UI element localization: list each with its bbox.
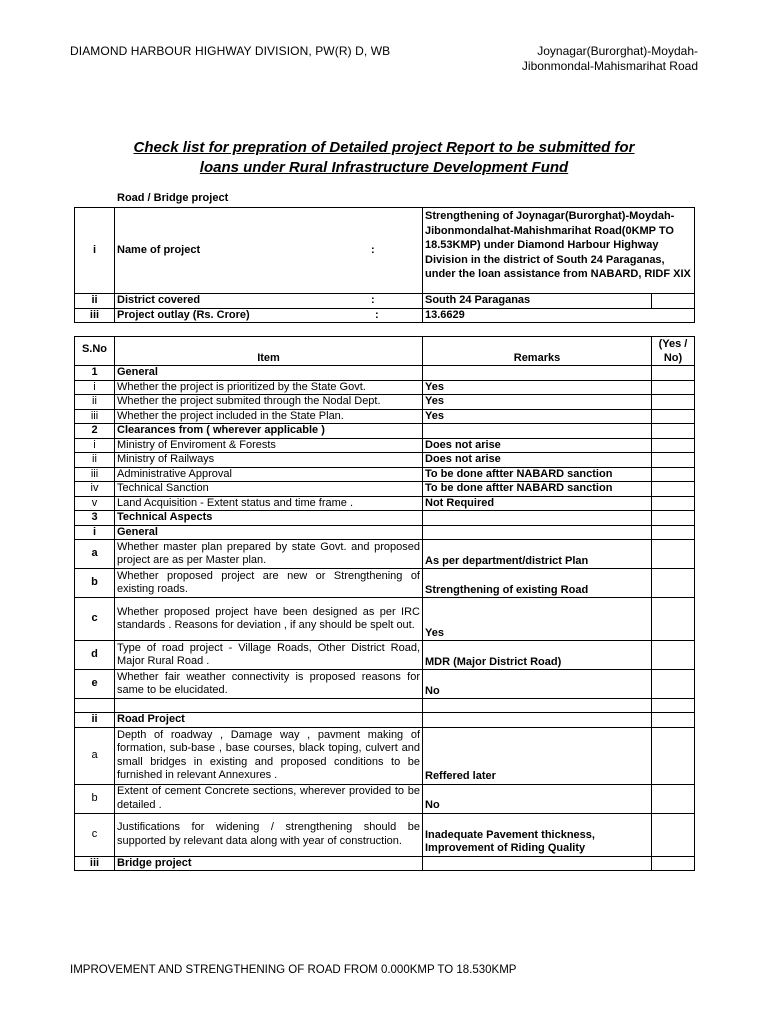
yesno-cell [652,699,695,713]
remarks-text: Yes [423,598,652,641]
row-number: d [75,641,115,670]
row-number: i [75,208,115,294]
colon: : [375,308,379,321]
item-header: Item [115,337,423,366]
table-row [75,467,695,482]
yesno-cell [652,496,695,511]
table-row [75,453,695,468]
remarks-text: To be done aftter NABARD sanction [423,467,652,482]
remarks-text: Does not arise [423,453,652,468]
row-number: c [75,598,115,641]
table-row [75,670,695,699]
item-text: Technical Sanction [115,482,423,497]
project-name-label [115,208,423,294]
row-number: b [75,569,115,598]
item-text: Whether master plan prepared by state Govt. and proposed project are as per Master plan. [115,540,423,569]
remarks-text: No [423,670,652,699]
row-number: c [75,813,115,856]
row-number: ii [75,713,115,728]
yesno-cell [652,598,695,641]
item-text: General [115,525,423,540]
yesno-cell [652,409,695,424]
item-text: Whether fair weather connectivity is proposed reasons for same to be elucidated. [115,670,423,699]
row-number: e [75,670,115,699]
table-row [75,409,695,424]
item-label: Project outlay (Rs. Crore) [117,308,250,321]
table-row [75,525,695,540]
table-row [75,482,695,497]
remarks-text [423,424,652,439]
row-number: a [75,540,115,569]
yesno-cell [652,727,695,784]
yesno-cell [652,525,695,540]
table-row [75,727,695,784]
remarks-text: MDR (Major District Road) [423,641,652,670]
remarks-text [423,699,652,713]
table-row [75,856,695,871]
remarks-text [423,511,652,526]
item-text: Extent of cement Concrete sections, wherever provided to be detailed . [115,784,423,813]
item-text: Whether proposed project are new or Strengthening of existing roads. [115,569,423,598]
item-label: District covered [117,294,201,306]
yesno-cell [652,482,695,497]
remarks-text: As per department/district Plan [423,540,652,569]
row-number: ii [75,294,115,309]
row-number: 2 [75,424,115,439]
yesno-cell [652,438,695,453]
yesno-cell [652,713,695,728]
colon: : [371,243,375,256]
item-text: Administrative Approval [115,467,423,482]
district-value: South 24 Paraganas [423,294,652,309]
remarks-text: To be done aftter NABARD sanction [423,482,652,497]
item-text: Depth of roadway , Damage way , pavment making of formation, sub-base , base courses, black toping, culvert and small bridges in existing and proposed conditions to be furnished in relevant Annexures . [115,727,423,784]
table-row [75,699,695,713]
road-name-line1: Joynagar(Burorghat)-Moydah- [537,44,698,58]
footer-text: IMPROVEMENT AND STRENGTHENING OF ROAD FROM 0.000KMP TO 18.530KMP [70,964,517,976]
project-info-table [74,207,695,323]
checklist-header-row [75,337,695,366]
item-text: Ministry of Enviroment & Forests [115,438,423,453]
remarks-text: No [423,784,652,813]
item-text: Whether the project included in the State Plan. [115,409,423,424]
yesno-cell [652,453,695,468]
outlay-row [75,308,695,323]
remarks-text: Yes [423,380,652,395]
remarks-text [423,366,652,381]
row-number: ii [75,395,115,410]
yesno-header: (Yes / No) [652,337,695,366]
table-row [75,784,695,813]
district-label [115,294,423,309]
yesno-cell [652,540,695,569]
title-line2: loans under Rural Infrastructure Development Fund [199,159,569,176]
remarks-text: Does not arise [423,438,652,453]
table-row [75,438,695,453]
row-number: i [75,380,115,395]
row-number [75,699,115,713]
item-text: Justifications for widening / strengthening should be supported by relevant data along with year of construction. [115,813,423,856]
yesno-cell [652,395,695,410]
item-text: General [115,366,423,381]
remarks-header: Remarks [423,337,652,366]
table-row [75,496,695,511]
remarks-text: Yes [423,395,652,410]
table-row [75,380,695,395]
division-header: DIAMOND HARBOUR HIGHWAY DIVISION, PW(R) D, WB [70,44,391,58]
table-row [75,713,695,728]
project-name-row [75,208,695,294]
project-name-value: Strengthening of Joynagar(Burorghat)-Moydah-Jibonmondalhat-Mahishmarihat Road(0KMP TO 18.53KMP) under Diamond Harbour Highway Division in the district of South 24 Paraganas, under the loan assistance from NABARD, RIDF XIX [423,208,695,294]
table-row [75,598,695,641]
road-name-line2: Jibonmondal-Mahismarihat Road [521,59,698,73]
yesno-cell [652,569,695,598]
row-number: b [75,784,115,813]
item-text [115,699,423,713]
remarks-text: Not Required [423,496,652,511]
table-row [75,569,695,598]
item-text: Whether the project is prioritized by the State Govt. [115,380,423,395]
row-number: i [75,438,115,453]
yesno-cell [652,641,695,670]
table-row [75,511,695,526]
yesno-cell [652,784,695,813]
yesno-cell [652,511,695,526]
item-text: Type of road project - Village Roads, Other District Road, Major Rural Road . [115,641,423,670]
yesno-cell [652,856,695,871]
district-row [75,294,695,309]
table-row [75,424,695,439]
item-text: Bridge project [115,856,423,871]
yesno-cell [652,424,695,439]
remarks-text [423,525,652,540]
row-number: 1 [75,366,115,381]
remarks-text: Inadequate Pavement thickness, Improvement of Riding Quality [423,813,652,856]
item-text: Road Project [115,713,423,728]
checklist-table [74,336,695,871]
remarks-text: Reffered later [423,727,652,784]
remarks-text [423,713,652,728]
item-text: Clearances from ( wherever applicable ) [115,424,423,439]
table-row [75,813,695,856]
title-line1: Check list for prepration of Detailed project Report to be submitted for [133,139,635,156]
checklist-rows [75,366,695,871]
empty-cell [652,294,695,309]
item-text: Land Acquisition - Extent status and time frame . [115,496,423,511]
colon: : [371,294,375,306]
table-row [75,366,695,381]
row-number: iv [75,482,115,497]
row-number: iii [75,409,115,424]
remarks-text: Yes [423,409,652,424]
road-name-header [522,44,698,74]
remarks-text: Strengthening of existing Road [423,569,652,598]
item-text: Whether the project submited through the Nodal Dept. [115,395,423,410]
yesno-cell [652,380,695,395]
table-row [75,641,695,670]
document-title [60,138,708,178]
sno-header: S.No [75,337,115,366]
yesno-cell [652,670,695,699]
row-number: iii [75,856,115,871]
table-row [75,540,695,569]
item-text: Whether proposed project have been designed as per IRC standards . Reasons for deviation , if any should be spelt out. [115,598,423,641]
yesno-cell [652,366,695,381]
row-number: 3 [75,511,115,526]
item-text: Ministry of Railways [115,453,423,468]
yesno-cell [652,467,695,482]
row-number: v [75,496,115,511]
row-number: i [75,525,115,540]
item-label: Name of project [117,243,201,256]
table-row [75,395,695,410]
row-number: iii [75,308,115,323]
row-number: iii [75,467,115,482]
outlay-value: 13.6629 [423,308,695,323]
row-number: ii [75,453,115,468]
road-bridge-label: Road / Bridge project [117,192,229,204]
row-number: a [75,727,115,784]
yesno-cell [652,813,695,856]
outlay-label [115,308,423,323]
remarks-text [423,856,652,871]
item-text: Technical Aspects [115,511,423,526]
